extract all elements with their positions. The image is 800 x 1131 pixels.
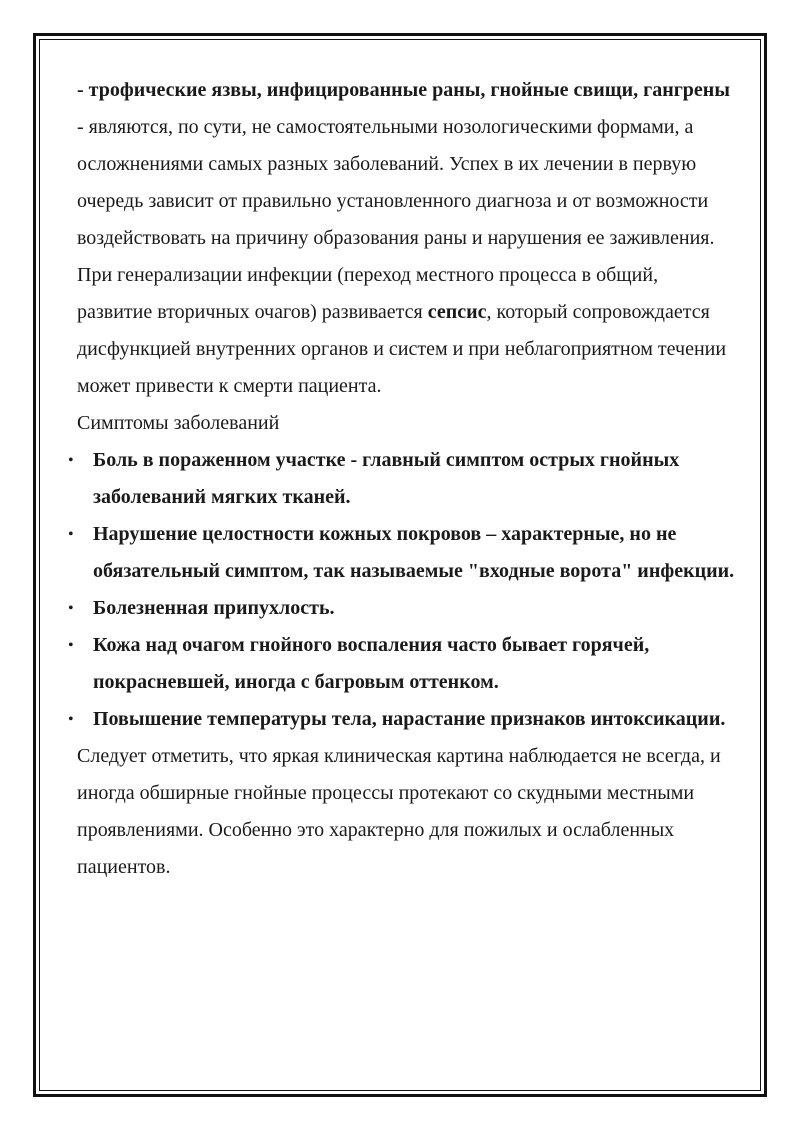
symptoms-list [68,442,737,738]
document-body [68,72,737,886]
symptoms-heading: Симптомы заболеваний [77,412,280,434]
sepsis-text-after: , который сопровождается дисфункцией внутренних органов и систем и при неблагоприятном течении может привести к смерти пациента. [77,301,727,397]
list-item [68,516,737,590]
symptom-text: Повышение температуры тела, нарастание признаков интоксикации. [93,708,726,730]
sepsis-paragraph [77,257,737,405]
intro-paragraph [77,72,737,257]
list-item [68,590,737,627]
list-item [68,701,737,738]
bullet-icon: • [68,711,74,728]
list-item [68,442,737,516]
sepsis-term: сепсис [427,301,487,323]
bullet-icon: • [68,637,74,654]
bullet-icon: • [68,526,74,543]
symptom-text: Кожа над очагом гнойного воспаления часто бывает горячей, покрасневшей, иногда с багровым оттенком. [93,634,650,693]
list-item [68,627,737,701]
bullet-icon: • [68,600,74,617]
symptom-text: Болезненная припухлость. [93,597,335,619]
intro-lead-bold: - трофические язвы, инфицированные раны, гнойные свищи, гангрены [77,79,730,101]
bullet-icon: • [68,452,74,469]
conclusion-paragraph: Следует отметить, что яркая клиническая картина наблюдается не всегда, и иногда обширные гнойные процессы протекают со скудными местными проявлениями. Особенно это характерно для пожилых и ослабленных пациентов. [77,745,721,878]
symptom-text: Боль в пораженном участке - главный симптом острых гнойных заболеваний мягких тканей. [93,449,680,508]
symptom-text: Нарушение целостности кожных покровов – характерные, но не обязательный симптом, так называемые "входные ворота" инфекции. [93,523,735,582]
sepsis-text-before: При генерализации инфекции (переход местного процесса в общий, развитие вторичных очагов) развивается [77,264,659,323]
intro-text: - являются, по сути, не самостоятельными нозологическими формами, а осложнениями самых разных заболеваний. Успех в их лечении в первую очередь зависит от правильно установленного диагноза и от возможности воздействовать на причину образования раны и нарушения ее заживления. [77,116,715,249]
